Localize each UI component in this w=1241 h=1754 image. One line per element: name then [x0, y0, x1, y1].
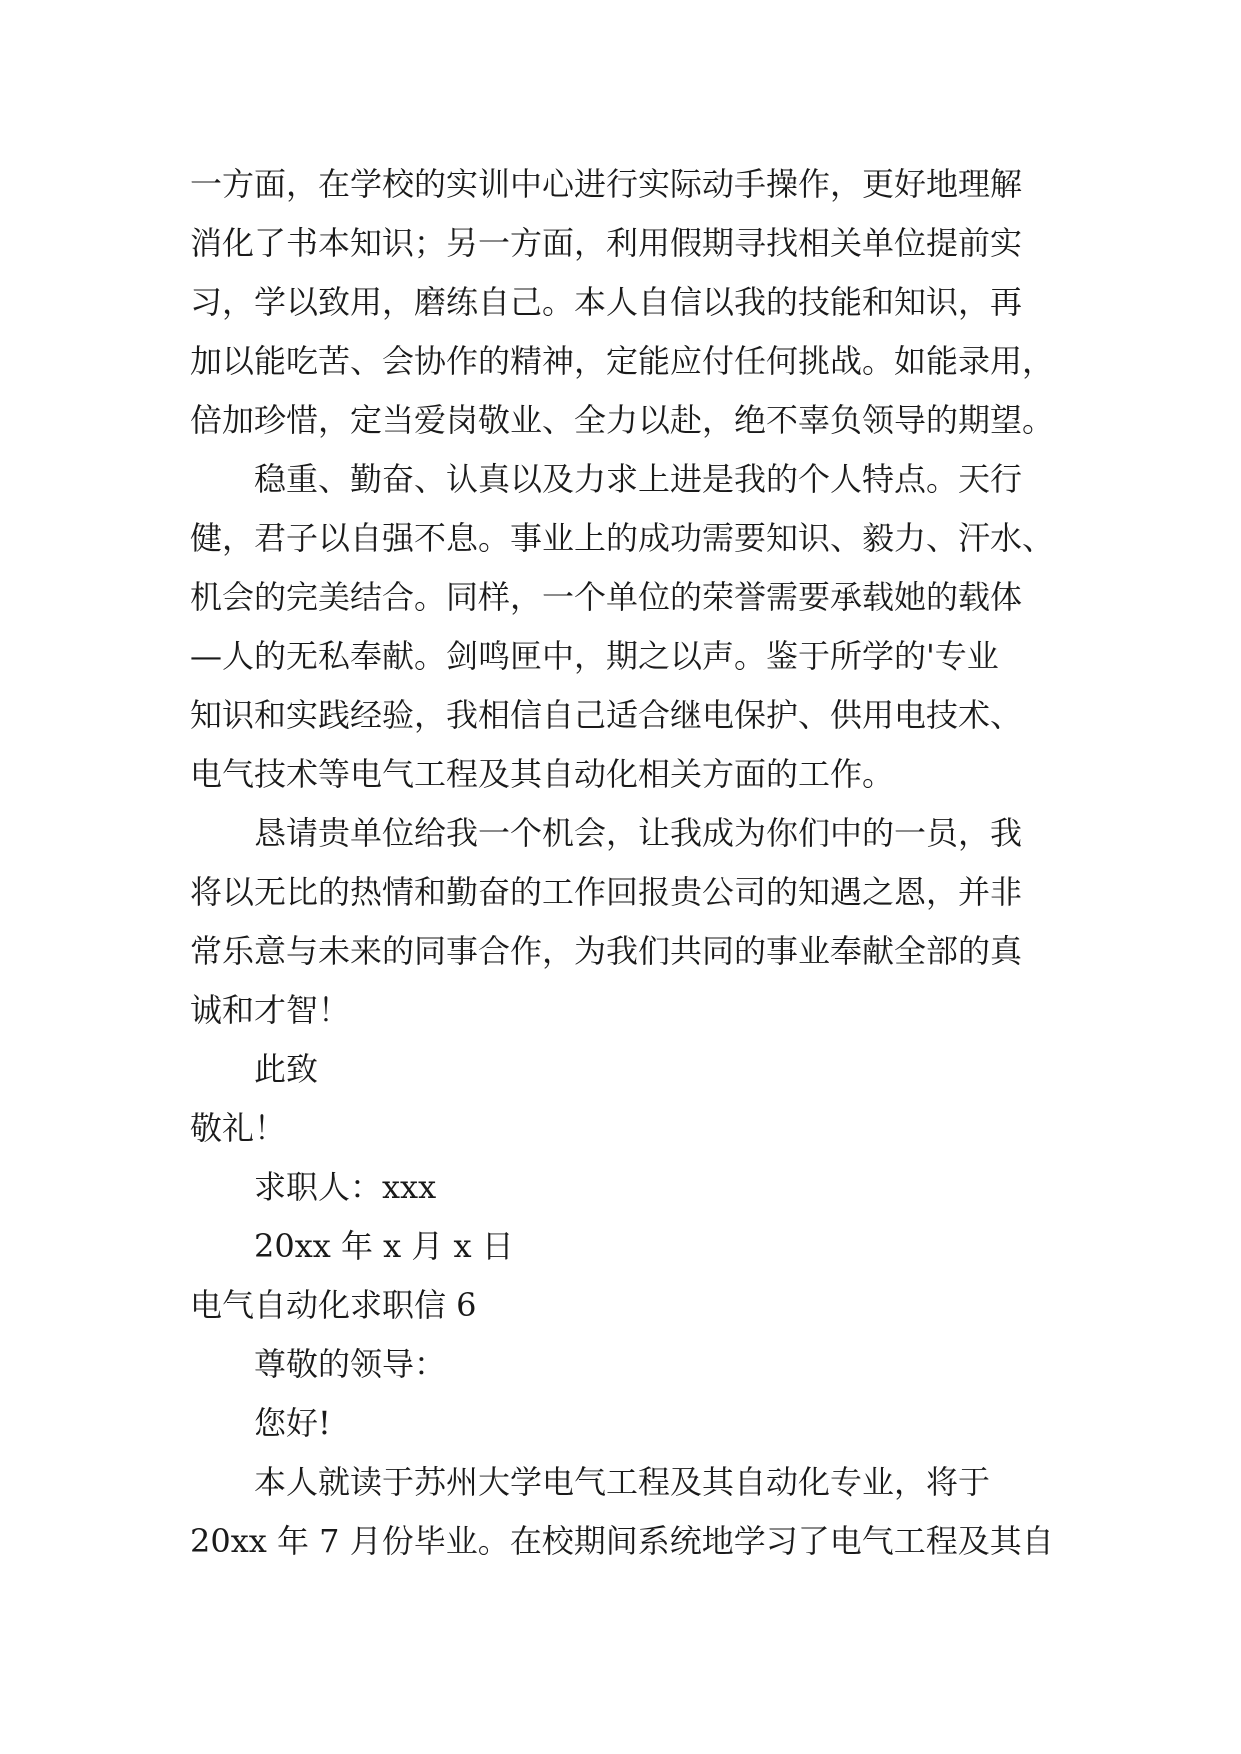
- signature-name: 求职人：xxx: [254, 1168, 437, 1206]
- text-line: 习，学以致用，磨练自己。本人自信以我的技能和知识，再: [190, 283, 1023, 321]
- text-line: 知识和实践经验，我相信自己适合继电保护、供用电技术、: [190, 696, 1023, 734]
- closing-regards: 敬礼！: [190, 1109, 287, 1147]
- text-line: 机会的完美结合。同样，一个单位的荣誉需要承载她的载体: [190, 578, 1023, 616]
- section-heading: 电气自动化求职信 6: [190, 1286, 477, 1324]
- greeting: 尊敬的领导：: [254, 1345, 447, 1383]
- text-line: 20xx 年 7 月份毕业。在校期间系统地学习了电气工程及其自: [190, 1522, 1054, 1560]
- text-line: 常乐意与未来的同事合作，为我们共同的事业奉献全部的真: [190, 932, 1023, 970]
- text-line: 健，君子以自强不息。事业上的成功需要知识、毅力、汗水、: [190, 519, 1055, 557]
- text-line: 消化了书本知识；另一方面，利用假期寻找相关单位提前实: [190, 224, 1023, 262]
- text-line: 倍加珍惜，定当爱岗敬业、全力以赴，绝不辜负领导的期望。: [190, 401, 1055, 439]
- paragraph-start: 本人就读于苏州大学电气工程及其自动化专业，将于: [254, 1463, 991, 1501]
- paragraph-start: 恳请贵单位给我一个机会，让我成为你们中的一员，我: [254, 814, 1023, 852]
- text-line: 诚和才智！: [190, 991, 351, 1029]
- text-line: 电气技术等电气工程及其自动化相关方面的工作。: [190, 755, 895, 793]
- paragraph-start: 稳重、勤奋、认真以及力求上进是我的个人特点。天行: [254, 460, 1023, 498]
- text-line: 一方面，在学校的实训中心进行实际动手操作，更好地理解: [190, 165, 1023, 203]
- text-line: —人的无私奉献。剑鸣匣中，期之以声。鉴于所学的'专业: [190, 637, 999, 675]
- text-line: 加以能吃苦、会协作的精神，定能应付任何挑战。如能录用，: [190, 342, 1055, 380]
- signature-date: 20xx 年 x 月 x 日: [254, 1227, 514, 1265]
- closing-salutation: 此致: [254, 1050, 319, 1088]
- text-line: 将以无比的热情和勤奋的工作回报贵公司的知遇之恩，并非: [190, 873, 1023, 911]
- greeting-hello: 您好!: [254, 1404, 331, 1442]
- letter-body: [190, 155, 1080, 1571]
